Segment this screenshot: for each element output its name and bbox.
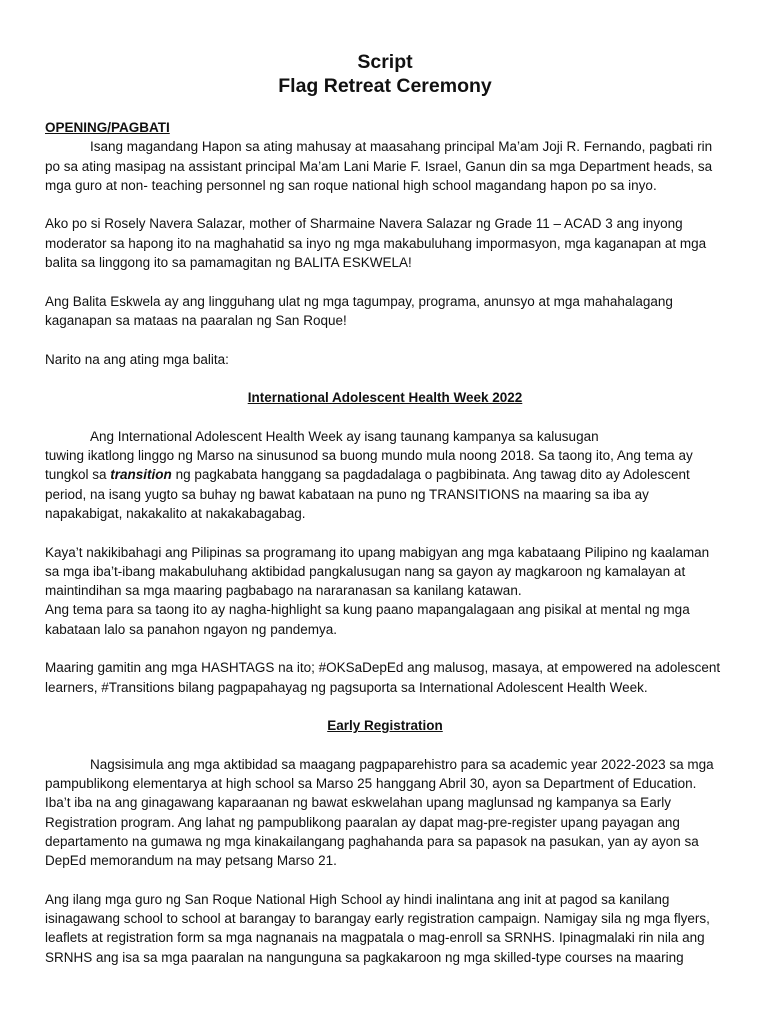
- section-heading-early-registration: Early Registration: [327, 718, 443, 734]
- paragraph-text: ng pagkabata hanggang sa pagdadalaga o pagbibinata. Ang tawag dito ay Adolescent period, na isang yugto sa buhay ng bawat kabataan na puno ng TRANSITIONS na maaring sa iba ay napakabigat, nakakalito at nakakabagabag.: [45, 467, 690, 521]
- document-subtitle: Flag Retreat Ceremony: [278, 75, 492, 97]
- paragraph: Ang ilang mga guro ng San Roque National High School ay hindi inalintana ang init at pagod sa kanilang isinagawang school to school at barangay to barangay early registration campaign. Namigay sila ng mga flyers, leaflets at registration form sa mga nagnanais na magpatala o mag-enroll sa SRNHS. Ipinagmalaki rin nila ang SRNHS ang isa sa mga paaralan na nangunguna sa pagkakaroon ng mga skilled-type courses na maaring: [45, 891, 710, 965]
- paragraph-text: tuwing ikatlong linggo ng Marso na sinusunod sa buong mundo mula noong 2018. Sa taong ito, Ang tema ay tungkol sa: [45, 448, 693, 483]
- paragraph: Narito na ang ating mga balita:: [45, 351, 229, 367]
- paragraph: Ang tema para sa taong ito ay nagha-highlight sa kung paano mapangalagaan ang pisikal at mental ng mga kabataan lalo sa panahon ngayon ng pandemya.: [45, 602, 690, 637]
- paragraph: Isang magandang Hapon sa ating mahusay at maasahang principal Ma’am Joji R. Fernando, pagbati rin po sa ating masipag na assistant principal Ma’am Lani Marie F. Israel, Ganun din sa mga Department heads, sa mga guro at non- teaching personnel ng san roque national high school magandang hapon po sa inyo.: [45, 139, 713, 193]
- paragraph: Maaring gamitin ang mga HASHTAGS na ito; #OKSaDepEd ang malusog, masaya, at empowered na adolescent learners, #Transitions bilang pagpapahayag ng pagsuporta sa International Adolescent Health Week.: [45, 660, 721, 695]
- section-heading-health-week: International Adolescent Health Week 2022: [247, 390, 523, 406]
- paragraph: [45, 446, 725, 523]
- paragraph: Ako po si Rosely Navera Salazar, mother of Sharmaine Navera Salazar ng Grade 11 – ACAD 3 ang inyong moderator sa hapong ito na maghahatid sa inyo ng mga makabuluhang impormasyon, mga kaganapan at mga balita sa linggong ito sa pamamagitan ng BALITA ESKWELA!: [45, 216, 707, 271]
- document-page: [45, 50, 725, 967]
- paragraph: Nagsisimula ang mga aktibidad sa maagang pagpaparehistro para sa academic year 2022-2023 sa mga pampublikong elementarya at high school sa Marso 25 hanggang Abril 30, ayon sa Department of Education. Iba’t iba na ang ginagawang kaparaanan ng bawat eskwelahan upang maglunsad ng kampanya sa Early Registration program. Ang lahat ng pampublikong paaralan ay dapat mag-pre-register upang payagan ang departamento na gumawa ng mga kinakailangang paghahanda para sa papasok na pasukan, yan ay ayon sa DepEd memorandum na may petsang Marso 21.: [45, 756, 714, 869]
- document-title: Script: [357, 51, 413, 73]
- emphasized-term: transition: [110, 467, 172, 483]
- paragraph: Ang Balita Eskwela ay ang lingguhang ulat ng mga tagumpay, programa, anunsyo at mga mahahalagang kaganapan sa mataas na paaralan ng San Roque!: [45, 293, 673, 328]
- paragraph-line: Ang International Adolescent Health Week ay isang taunang kampanya sa kalusugan: [90, 428, 599, 444]
- document-body: [45, 118, 725, 967]
- paragraph: Kaya’t nakikibahagi ang Pilipinas sa programang ito upang mabigyan ang mga kabataang Pilipino ng kaalaman sa mga iba’t-ibang makabuluhang aktibidad pangkalusugan nang sa gayon ay magkaroon ng kamalayan at maintindihan sa mga maaring pagbabago na nararanasan sa kanilang katawan.: [45, 544, 710, 599]
- section-heading-opening: OPENING/PAGBATI: [45, 120, 170, 135]
